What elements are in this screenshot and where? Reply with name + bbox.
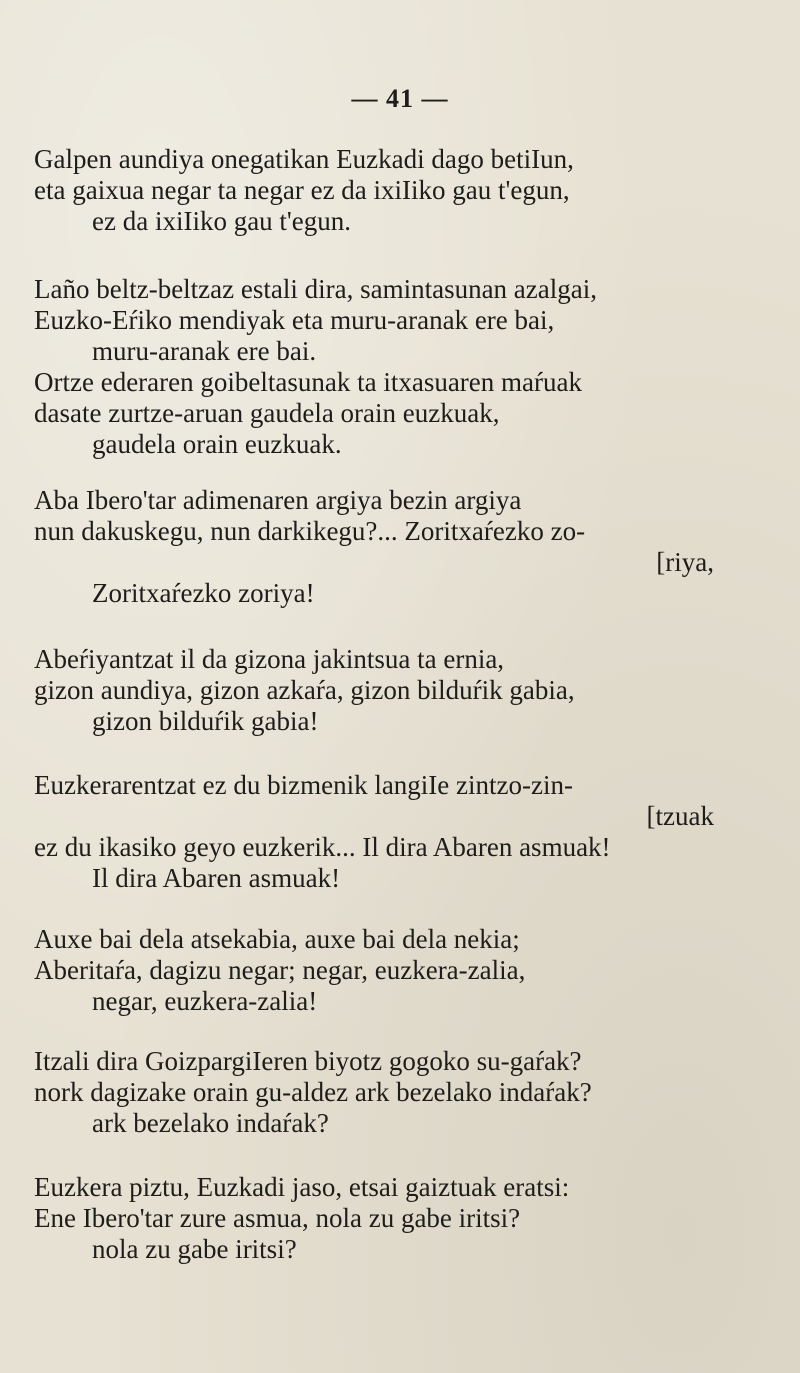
stanza-4 <box>34 644 734 737</box>
poem-line: Auxe bai dela atsekabia, auxe bai dela nekia; <box>34 924 520 954</box>
stanza-6 <box>34 924 734 1017</box>
poem-line: Itzali dira GoizpargiIeren biyotz gogoko su-gaŕak? <box>34 1046 582 1076</box>
stanza-5 <box>34 770 734 894</box>
poem-line: ez du ikasiko geyo euzkerik... Il dira Abaren asmuak! <box>34 832 611 862</box>
stanza-3 <box>34 485 734 609</box>
poem-line-refrain: ark bezelako indaŕak? <box>92 1108 329 1138</box>
poem-line-refrain: Il dira Abaren asmuak! <box>92 863 341 893</box>
poem-line-continuation: [tzuak <box>646 801 714 831</box>
poem-line-refrain: gaudela orain euzkuak. <box>92 429 342 459</box>
stanza-8 <box>34 1172 734 1265</box>
poem-line-refrain: negar, euzkera-zalia! <box>92 986 318 1016</box>
poem-line: dasate zurtze-aruan gaudela orain euzkuak, <box>34 398 500 428</box>
poem-line: eta gaixua negar ta negar ez da ixiIiko gau t'egun, <box>34 175 570 205</box>
poem-line: gizon aundiya, gizon azkaŕa, gizon bilduŕik gabia, <box>34 675 575 705</box>
stanza-7 <box>34 1046 734 1139</box>
page-number: — 41 — <box>351 84 449 113</box>
poem-line: Aba Ibero'tar adimenaren argiya bezin argiya <box>34 485 522 515</box>
poem-line-refrain: Zoritxaŕezko zoriya! <box>92 578 315 608</box>
poem-line-refrain: muru-aranak ere bai. <box>92 336 317 366</box>
poem-line-refrain: gizon bilduŕik gabia! <box>92 706 319 736</box>
poem-line: Aberitaŕa, dagizu negar; negar, euzkera-zalia, <box>34 955 526 985</box>
poem-line: Laño beltz-beltzaz estali dira, samintasunan azalgai, <box>34 274 597 304</box>
poem-line-refrain: nola zu gabe iritsi? <box>92 1234 297 1264</box>
poem-line: Galpen aundiya onegatikan Euzkadi dago betiIun, <box>34 144 574 174</box>
poem-line: Euzko-Eŕiko mendiyak eta muru-aranak ere bai, <box>34 305 555 335</box>
poem-line: Euzkera piztu, Euzkadi jaso, etsai gaiztuak eratsi: <box>34 1172 570 1202</box>
stanza-2 <box>34 274 734 460</box>
poem-line: Euzkerarentzat ez du bizmenik langiIe zintzo-zin- <box>34 770 573 800</box>
poem-line-refrain: ez da ixiIiko gau t'egun. <box>92 206 352 236</box>
poem-line: Ene Ibero'tar zure asmua, nola zu gabe iritsi? <box>34 1203 521 1233</box>
poem-line: nun dakuskegu, nun darkikegu?... Zoritxaŕezko zo- <box>34 516 586 546</box>
poem-line: nork dagizake orain gu-aldez ark bezelako indaŕak? <box>34 1077 592 1107</box>
poem-line: Ortze ederaren goibeltasunak ta itxasuaren maŕuak <box>34 367 582 397</box>
poem-line-continuation: [riya, <box>656 547 714 577</box>
stanza-1 <box>34 144 734 237</box>
poem-line: Abeŕiyantzat il da gizona jakintsua ta ernia, <box>34 644 505 674</box>
